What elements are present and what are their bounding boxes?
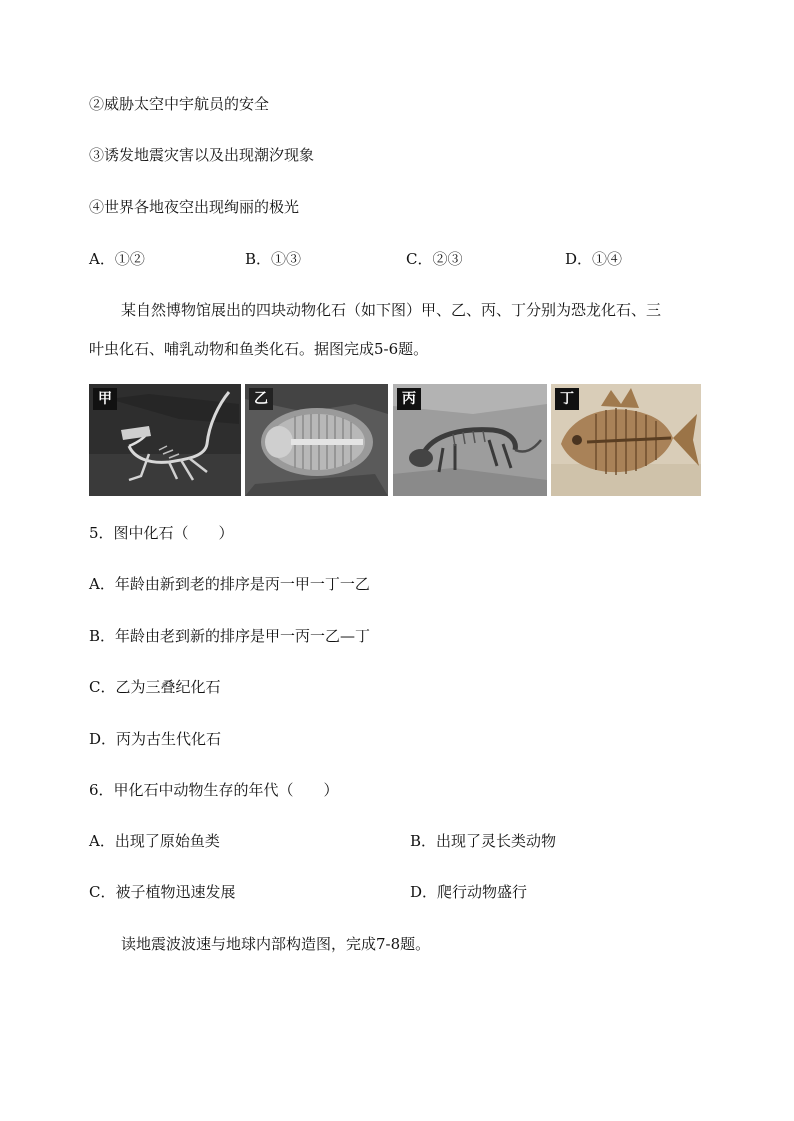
q6-stem: 6．甲化石中动物生存的年代（ ）: [89, 781, 339, 799]
q6-option-b: B．出现了灵长类动物: [410, 832, 557, 850]
q5-option-a: A．年龄由新到老的排序是丙一甲一丁一乙: [89, 575, 370, 593]
q6-option-a: A．出现了原始鱼类: [89, 832, 220, 850]
item-3-text: ③诱发地震灾害以及出现潮汐现象: [89, 146, 315, 164]
option-b: B．①③: [245, 250, 302, 268]
label-jia: 甲: [93, 388, 117, 410]
label-bing: 丙: [397, 388, 421, 410]
fossil-figure: [89, 384, 701, 498]
label-yi: 乙: [249, 388, 273, 410]
fossil-panel-ding: [551, 384, 701, 496]
q5-stem: 5．图中化石（ ）: [89, 524, 234, 542]
fossil-panel-jia: [89, 384, 241, 496]
fossil-panel-yi: [245, 384, 388, 496]
item-4-text: ④世界各地夜空出现绚丽的极光: [89, 198, 300, 216]
q5-option-c: C．乙为三叠纪化石: [89, 678, 221, 696]
option-d: D．①④: [565, 250, 623, 268]
q5-option-d: D．丙为古生代化石: [89, 730, 222, 748]
label-ding: 丁: [555, 388, 579, 410]
option-a: A．①②: [89, 250, 145, 268]
q6-option-c: C．被子植物迅速发展: [89, 883, 236, 901]
intro-7-8: 读地震波波速与地球内部构造图，完成7-8题。: [121, 935, 431, 953]
item-2-text: ②威胁太空中宇航员的安全: [89, 95, 270, 113]
option-c: C．②③: [406, 250, 463, 268]
intro-5-6-line-2: 叶虫化石、哺乳动物和鱼类化石。据图完成5-6题。: [89, 340, 429, 358]
q5-option-b: B．年龄由老到新的排序是甲一丙一乙—丁: [89, 627, 371, 645]
fossil-panel-bing: [393, 384, 547, 496]
intro-5-6-line-1: 某自然博物馆展出的四块动物化石（如下图）甲、乙、丙、丁分别为恐龙化石、三: [121, 301, 662, 319]
q6-option-d: D．爬行动物盛行: [410, 883, 528, 901]
